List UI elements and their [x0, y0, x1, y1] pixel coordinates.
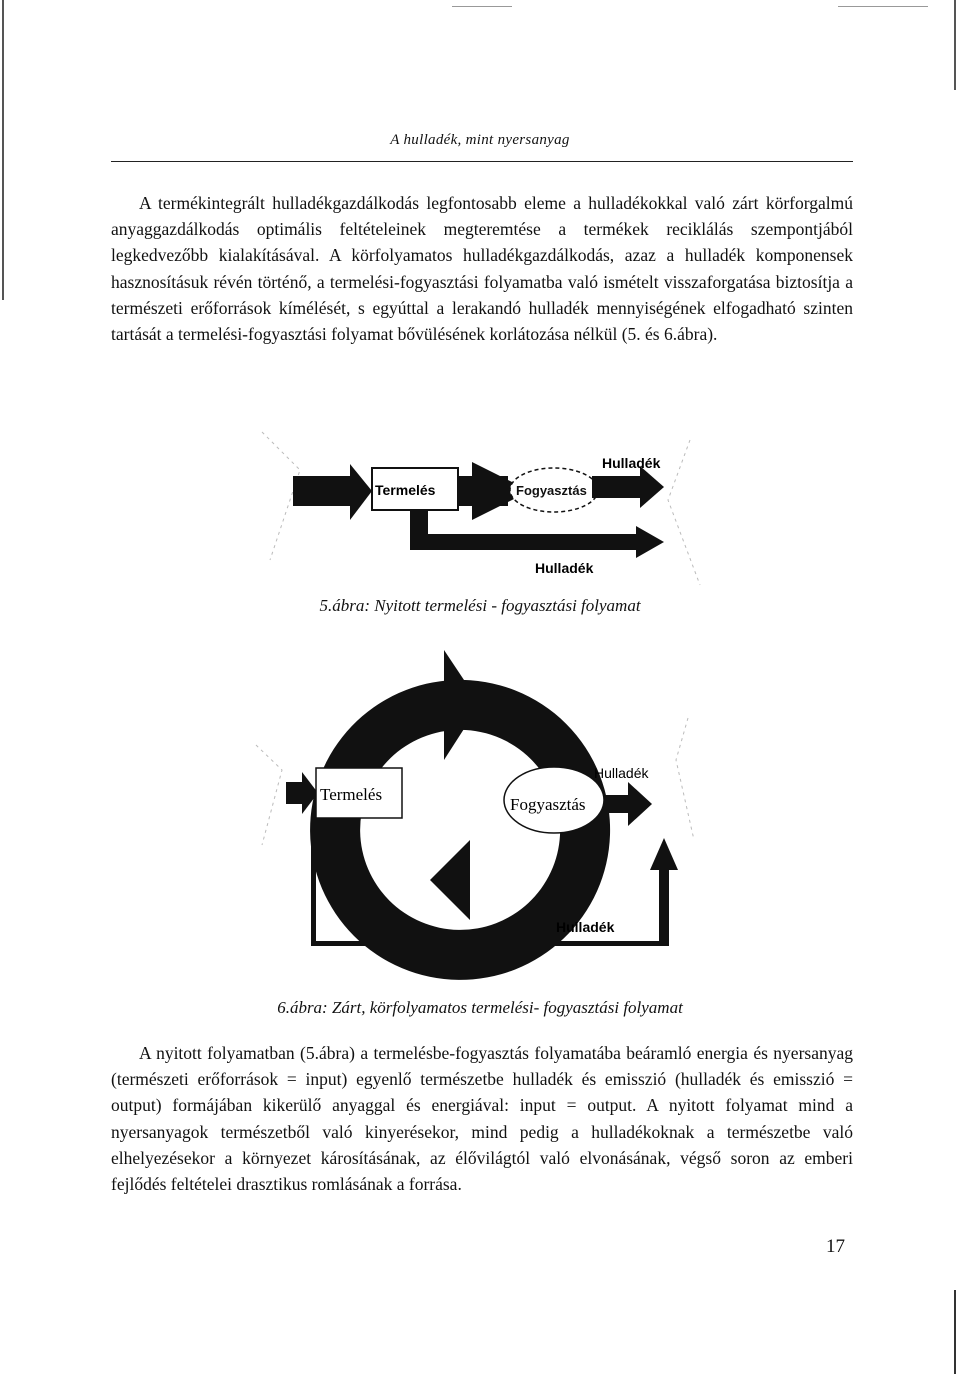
figure-6-caption: 6.ábra: Zárt, körfolyamatos termelési- fogyasztási folyamat: [277, 998, 683, 1017]
fogyasztas-label: Fogyasztás: [516, 483, 587, 498]
termeles-label: Termelés: [320, 785, 383, 804]
figure-5-caption: 5.ábra: Nyitott termelési - fogyasztási folyamat: [319, 596, 641, 615]
termeles-label: Termelés: [375, 482, 436, 498]
fogyasztas-label: Fogyasztás: [510, 795, 586, 814]
paragraph-intro: A termékintegrált hulladékgazdálkodás legfontosabb eleme a hulladékokkal való zárt körforgalmú anyaggazdálkodás optimális feltételeinek megteremtése a termékek reciklálás szempontjából legkedvezőbb kialakításával. A körfolyamatos hulladékgazdálkodás, azaz a hulladék komponensek hasznosításuk révén történő, a termelési-fogyasztási folyamatba való ismételt visszaforgatása biztosítja a természeti erőforrások kímélését, s egyúttal a lerakandó hulladék mennyiségének elfogadható szinten tartását a termelési-fogyasztási folyamat bővülésének korlátozása nélkül (5. és 6.ábra).: [111, 193, 853, 345]
hulladek-top-label: Hulladék: [602, 455, 661, 471]
page-number: 17: [826, 1236, 845, 1257]
hulladek-bottom-label: Hulladék: [556, 919, 615, 935]
output-arrow-right: [604, 782, 652, 826]
paragraph-open-process: A nyitott folyamatban (5.ábra) a termelésbe-fogyasztás folyamatába beáramló energia és nyersanyag (természeti erőforrások = input) egyenlő természetbe hulladék és emisszió (hulladék és emisszió = output) formájában kikerülő anyaggal és energiával: input = output. A nyitott folyamat mind a nyersanyagok természetből való kinyerésekor, mind pedig a hulladékoknak a természetbe való elhelyezésekor a környezet károsításának, az élővilágtól való elvonásának, végső soron az emberi fejlődés feltételei drasztikus romlásának a forrása.: [111, 1043, 853, 1195]
hulladek-right-label: Hulladék: [594, 765, 649, 781]
running-header: A hulladék, mint nyersanyag: [390, 132, 570, 148]
hulladek-bottom-label: Hulladék: [535, 560, 594, 576]
